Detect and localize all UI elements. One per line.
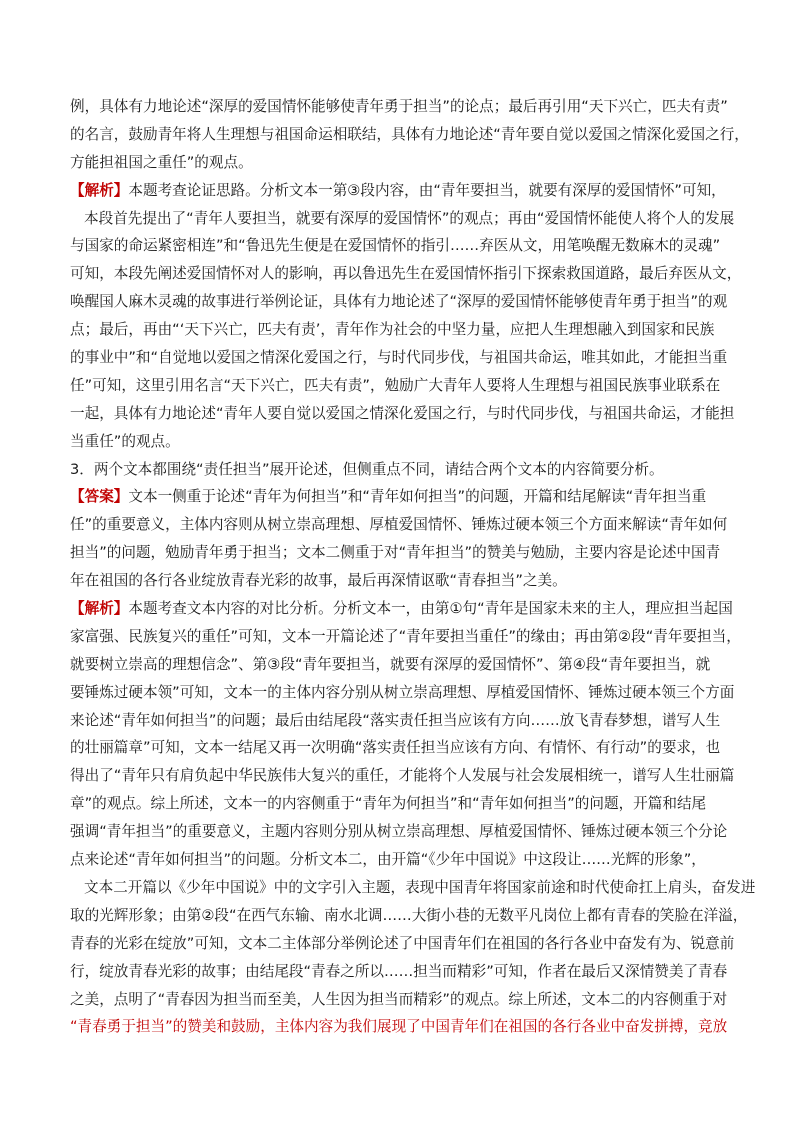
line-text: 强调“青年担当”的重要意义，主题内容则分别从树立崇高理想、厚植爱国情怀、锤炼过硬本领三个分论 <box>70 823 728 841</box>
line-text: 3．两个文本都围绕“责任担当”展开论述，但侧重点不同，请结合两个文本的内容简要分析。 <box>70 460 664 478</box>
line-text: 本段首先提出了“青年人要担当，就要有深厚的爱国情怀”的观点；再由“爱国情怀能使人将个人的发展 <box>84 209 735 227</box>
text-line <box>70 539 732 567</box>
line-text: 与国家的命运紧密相连”和“鲁迅先生便是在爱国情怀的指引……弃医从文，用笔唤醒无数麻木的灵魂” <box>70 237 721 255</box>
text-line <box>70 372 732 400</box>
text-line <box>70 930 735 958</box>
text-line <box>70 177 732 205</box>
line-text: 本题考查论证思路。分析文本一第③段内容，由“青年要担当，就要有深厚的爱国情怀”可知， <box>128 181 726 199</box>
section-tag: 【解析】 <box>70 181 129 199</box>
line-text: 的壮丽篇章”可知，文本一结尾又再一次明确“落实责任担当应该有方向、有情怀、有行动”的要求，也 <box>70 739 721 757</box>
line-text: 方能担祖国之重任”的观点。 <box>70 153 253 171</box>
line-text: 可知，本段先阐述爱国情怀对人的影响，再以鲁迅先生在爱国情怀指引下探索救国道路，最后弃医从文， <box>70 265 742 283</box>
line-text: 点；最后，再由“‘天下兴亡，匹夫有责’，青年作为社会的中坚力量，应把人生理想融入到国家和民族 <box>70 321 715 339</box>
line-text: 本题考查文本内容的对比分析。分析文本一，由第①句“青年是国家未来的主人，理应担当起国 <box>128 600 733 618</box>
text-line <box>70 344 732 372</box>
text-line <box>70 762 735 790</box>
line-text: 年在祖国的各行各业绽放青春光彩的故事，最后再深情讴歌“青春担当”之美。 <box>70 572 567 590</box>
line-text: 任”可知，这里引用名言“天下兴亡，匹夫有责”，勉励广大青年人要将人生理想与祖国民族事业联系在 <box>70 376 721 394</box>
line-text: 就要树立崇高的理想信念”、第③段“青年要担当，就要有深厚的爱国情怀”、第④段“青年要担当，就 <box>70 655 711 673</box>
text-line <box>70 595 732 623</box>
text-line <box>70 456 732 484</box>
line-text: 取的光辉形象；由第②段“在西气东输、南水北调……大街小巷的无数平凡岗位上都有青春的笑脸在洋溢， <box>70 906 748 924</box>
line-text: 青春的光彩在绽放”可知，文本二主体部分举例论述了中国青年们在祖国的各行各业中奋发有为、锐意前 <box>70 934 735 952</box>
line-text: 来论述“青年如何担当”的问题；最后由结尾段“落实责任担当应该有方向……放飞青春梦想，谱写人生 <box>70 711 721 729</box>
line-text: 章”的观点。综上所述，文本一的内容侧重于“青年为何担当”和“青年如何担当”的问题，开篇和结尾 <box>70 795 707 813</box>
line-text: 点来论述“青年如何担当”的问题。分析文本二，由开篇“《少年中国说》中这段让……光辉的形象”， <box>70 851 706 869</box>
text-line <box>70 818 732 846</box>
text-line <box>70 846 732 874</box>
text-line <box>70 121 749 149</box>
text-line <box>70 986 732 1014</box>
line-text: 得出了“青年只有肩负起中华民族伟大复兴的重任，才能将个人发展与社会发展相统一，谱写人生壮丽篇 <box>70 767 735 785</box>
text-line <box>70 288 732 316</box>
text-line <box>70 623 741 651</box>
section-tag: 【答案】 <box>70 488 129 506</box>
line-text: 一起，具体有力地论述“青年人要自觉以爱国之情深化爱国之行，与时代同步伐，与祖国共命运，才能担 <box>70 404 735 422</box>
text-line <box>70 1013 732 1041</box>
text-line <box>70 679 735 707</box>
line-text: 担当”的问题，勉励青年勇于担当；文本二侧重于对“青年担当”的赞美与勉励，主要内容是论述中国青 <box>70 544 721 562</box>
line-text: 唤醒国人麻木灵魂的故事进行举例论证，具体有力地论述了“深厚的爱国情怀能够使青年勇于担当”的观 <box>70 293 728 311</box>
text-line <box>70 428 732 456</box>
text-line <box>70 149 732 177</box>
text-line <box>70 790 732 818</box>
line-text: 当重任”的观点。 <box>70 432 180 450</box>
line-text: 任”的重要意义，主体内容则从树立崇高理想、厚植爱国情怀、锤炼过硬本领三个方面来解读“青年如何 <box>70 516 728 534</box>
text-line <box>70 958 732 986</box>
line-text: 文本一侧重于论述“青年为何担当”和“青年如何担当”的问题，开篇和结尾解读“青年担当重 <box>128 488 707 506</box>
text-line <box>70 316 732 344</box>
text-line <box>70 232 732 260</box>
line-text: 行，绽放青春光彩的故事；由结尾段“青春之所以……担当而精彩”可知，作者在最后又深情赞美了青春 <box>70 962 728 980</box>
line-text: 例，具体有力地论述“深厚的爱国情怀能够使青年勇于担当”的论点；最后再引用“天下兴亡，匹夫有责” <box>70 98 728 115</box>
line-text: 文本二开篇以《少年中国说》中的文字引入主题，表现中国青年将国家前途和时代使命扛上肩头，奋发进 <box>84 878 756 896</box>
text-line <box>70 511 732 539</box>
text-line <box>70 567 732 595</box>
text-line <box>70 260 742 288</box>
text-line <box>70 483 732 511</box>
line-text: 的事业中”和“自觉地以爱国之情深化爱国之行，与时代同步伐，与祖国共命运，唯其如此，才能担当重 <box>70 349 728 367</box>
text-line <box>70 205 735 233</box>
section-tag: 【解析】 <box>70 600 129 618</box>
text-line <box>70 651 732 679</box>
line-text: 家富强、民族复兴的重任”可知，文本一开篇论述了“青年要担当重任”的缘由；再由第②段“青年要担当， <box>70 627 741 645</box>
text-line <box>70 902 748 930</box>
text-line <box>70 400 735 428</box>
line-text: 的名言，鼓励青年将人生理想与祖国命运相联结，具体有力地论述“青年要自觉以爱国之情深化爱国之行， <box>70 125 749 143</box>
line-text: 要锤炼过硬本领”可知，文本一的主体内容分别从树立崇高理想、厚植爱国情怀、锤炼过硬本领三个方面 <box>70 683 735 701</box>
line-text: “青春勇于担当”的赞美和鼓励，主体内容为我们展现了中国青年们在祖国的各行各业中奋发拼搏，竞放 <box>70 1018 728 1036</box>
text-line <box>70 93 732 121</box>
text-line <box>70 707 732 735</box>
document-body <box>70 93 756 1041</box>
text-line <box>70 734 732 762</box>
text-line <box>70 874 756 902</box>
line-text: 之美，点明了“青春因为担当而至美，人生因为担当而精彩”的观点。综上所述，文本二的内容侧重于对 <box>70 990 728 1008</box>
